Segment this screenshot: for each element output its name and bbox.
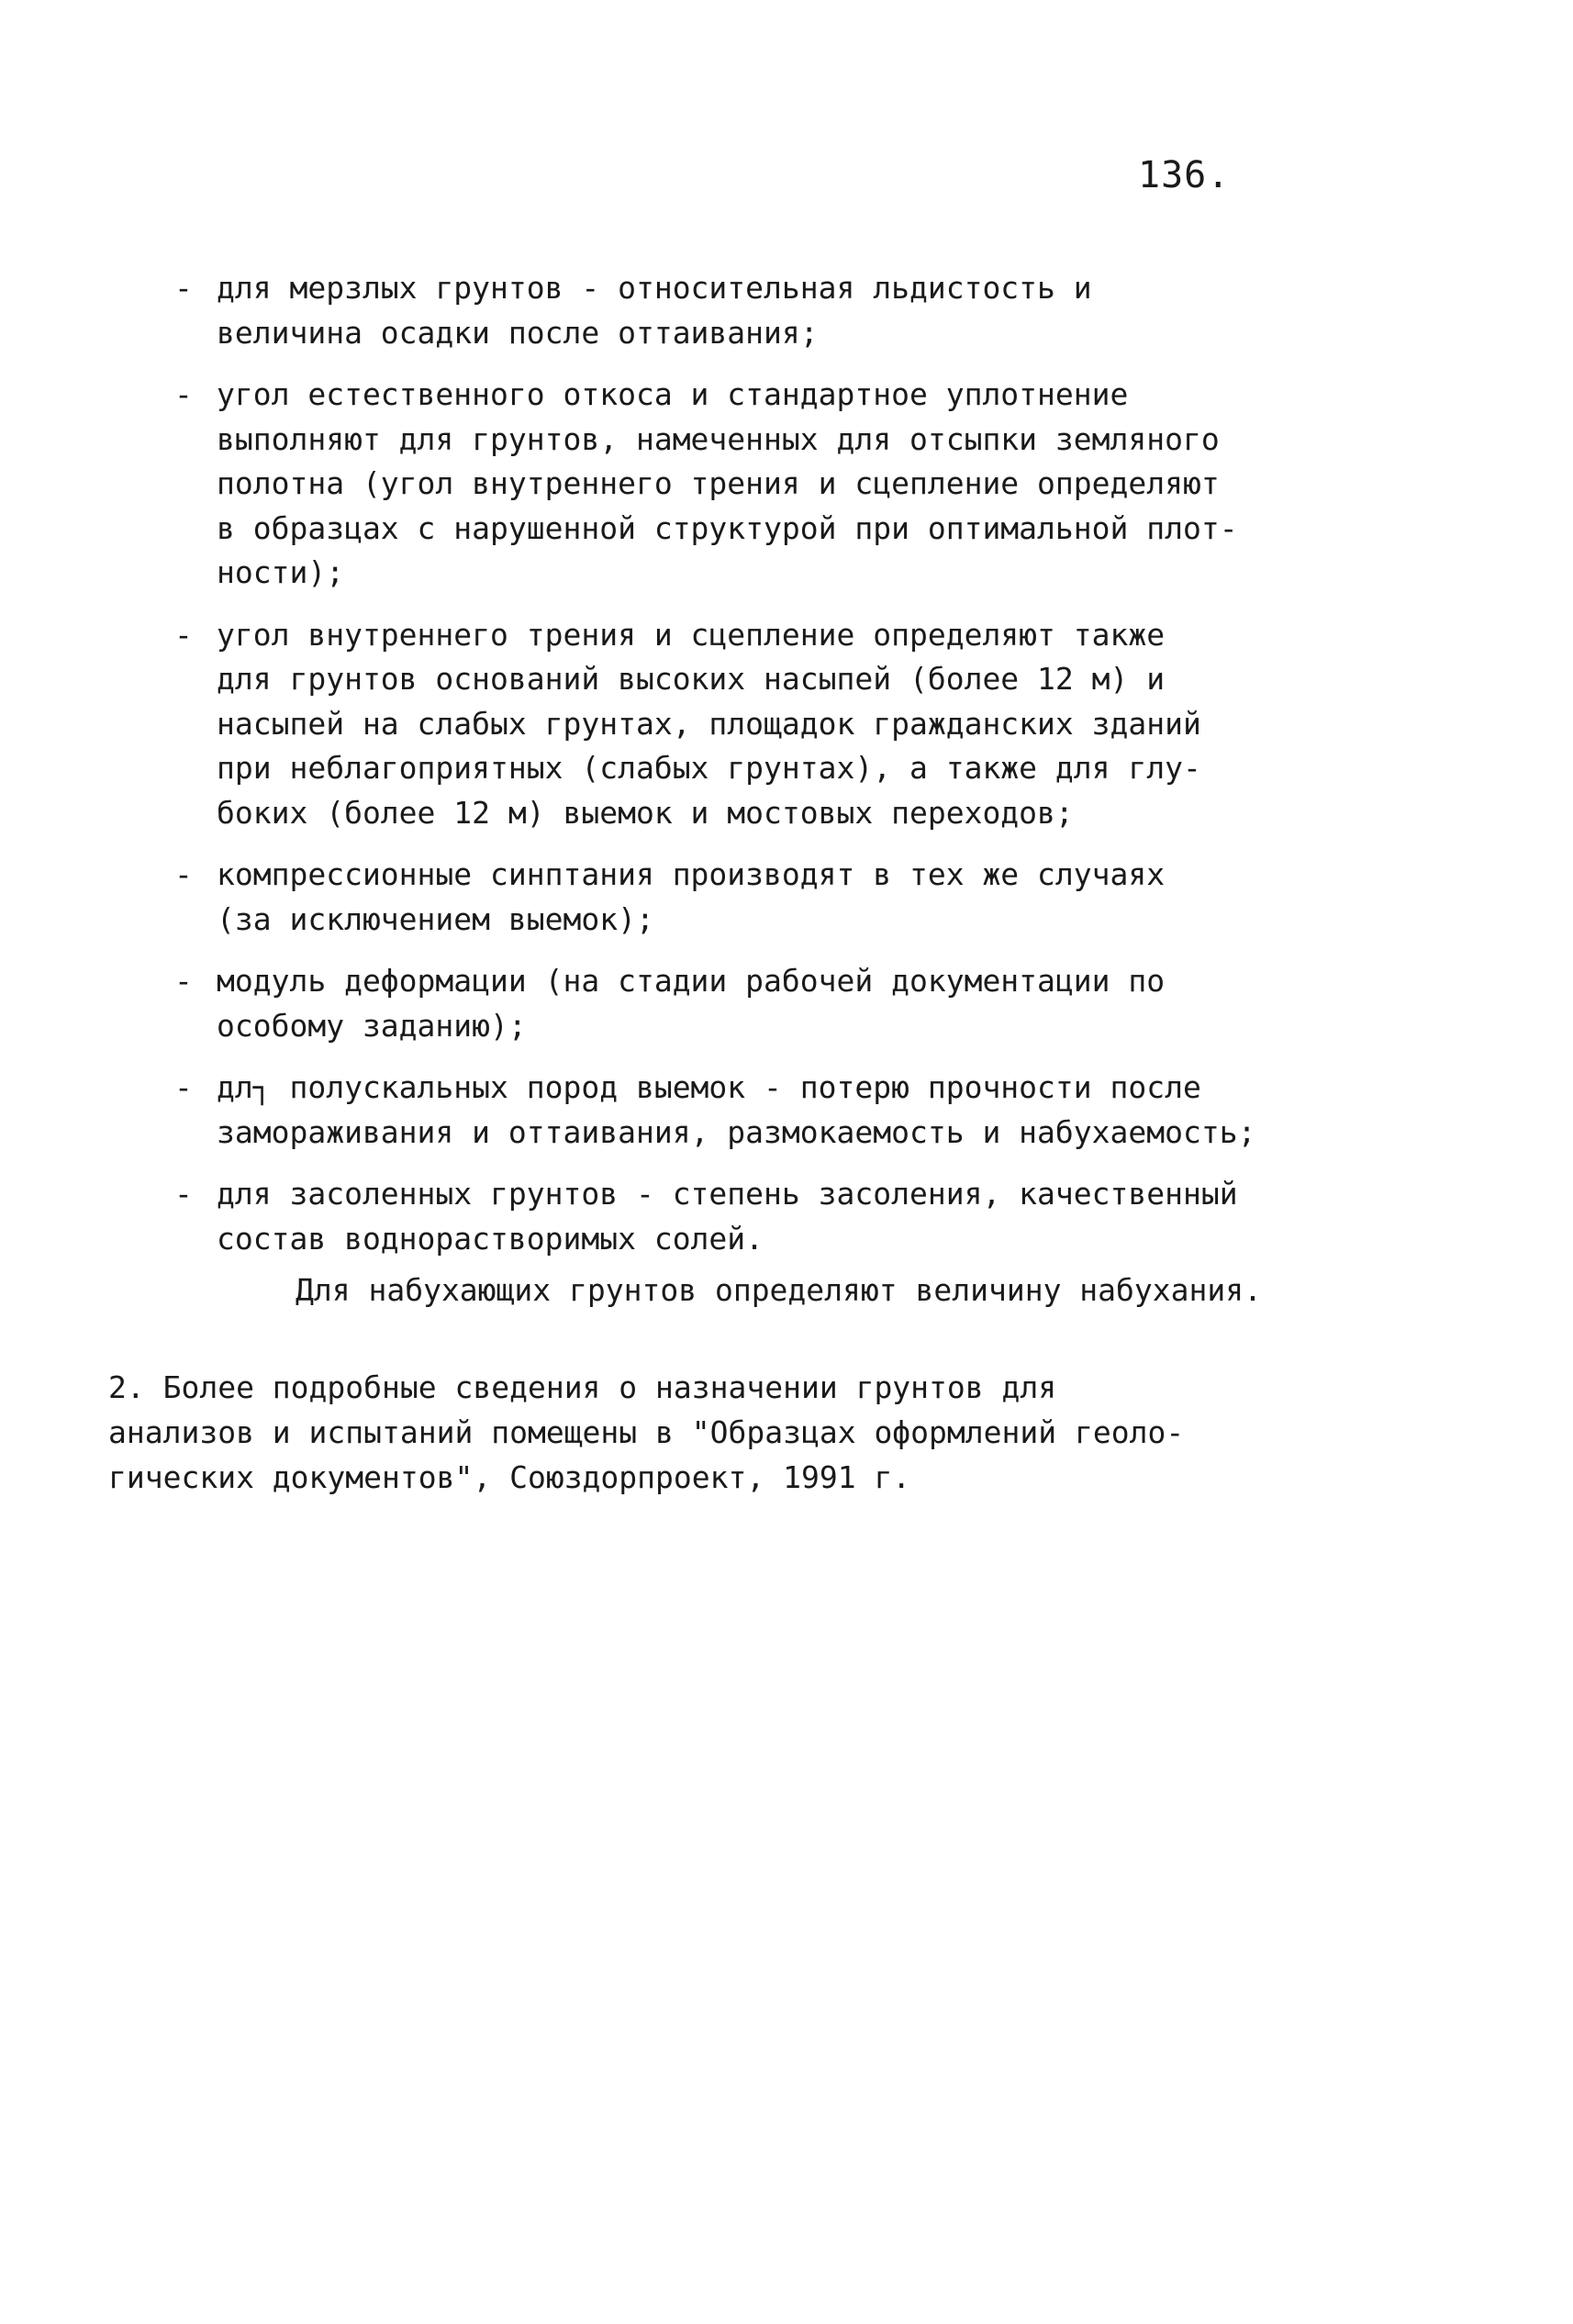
bullet-dash: - <box>174 856 193 892</box>
list-item <box>174 853 1312 942</box>
bullet-dash: - <box>174 1069 193 1105</box>
bullet-dash: - <box>174 616 193 653</box>
swelling-note: Для набухающих грунтов определяют величину набухания. <box>296 1272 1262 1308</box>
list-item-text: для мерзлых грунтов - относительная льдистость и величина осадки после оттаивания; <box>217 270 1092 351</box>
reference-paragraph: 2. Более подробные сведения о назначении грунтов для анализов и испытаний помещены в "Образцах оформлений геоло- гических документов", Союздорпроект, 1991 г. <box>108 1369 1185 1495</box>
list-item-text: компрессионные синптания производят в тех же случаях (за исключением выемок); <box>217 856 1166 937</box>
bullet-dash: - <box>174 963 193 999</box>
list-item-text: угол внутреннего трения и сцепление определяют также для грунтов оснований высоких насыпей (более 12 м) и насыпей на слабых грунтах, площадок гражданских зданий при неблагоприятных (слабых грунтах), а также для глу- боких (более 12 м) выемок и мостовых переходов; <box>217 616 1201 831</box>
list-item <box>174 1066 1312 1155</box>
list-item-text: дл┐ полускальных пород выемок - потерю прочности после замораживания и оттаивания, размокаемость и набухаемость; <box>217 1069 1256 1150</box>
list-item-text: для засоленных грунтов - степень засоления, качественный состав воднорастворимых солей. <box>217 1176 1238 1257</box>
list-item <box>174 266 1312 355</box>
bullet-dash: - <box>174 1176 193 1212</box>
page-number: 136. <box>1138 154 1231 196</box>
list-item-text: угол естественного откоса и стандартное уплотнение выполняют для грунтов, намеченных для отсыпки земляного полотна (угол внутреннего трения и сцепление определяют в образцах с нарушенной структурой при оптимальной плот- ности); <box>217 376 1238 590</box>
list-item <box>174 613 1312 836</box>
bullet-dash: - <box>174 376 193 412</box>
bullet-dash: - <box>174 270 193 306</box>
list-item-text: модуль деформации (на стадии рабочей документации по особому заданию); <box>217 963 1166 1044</box>
list-item <box>174 373 1312 596</box>
list-item <box>174 1172 1312 1261</box>
requirements-list <box>174 266 1312 1279</box>
list-item <box>174 959 1312 1048</box>
